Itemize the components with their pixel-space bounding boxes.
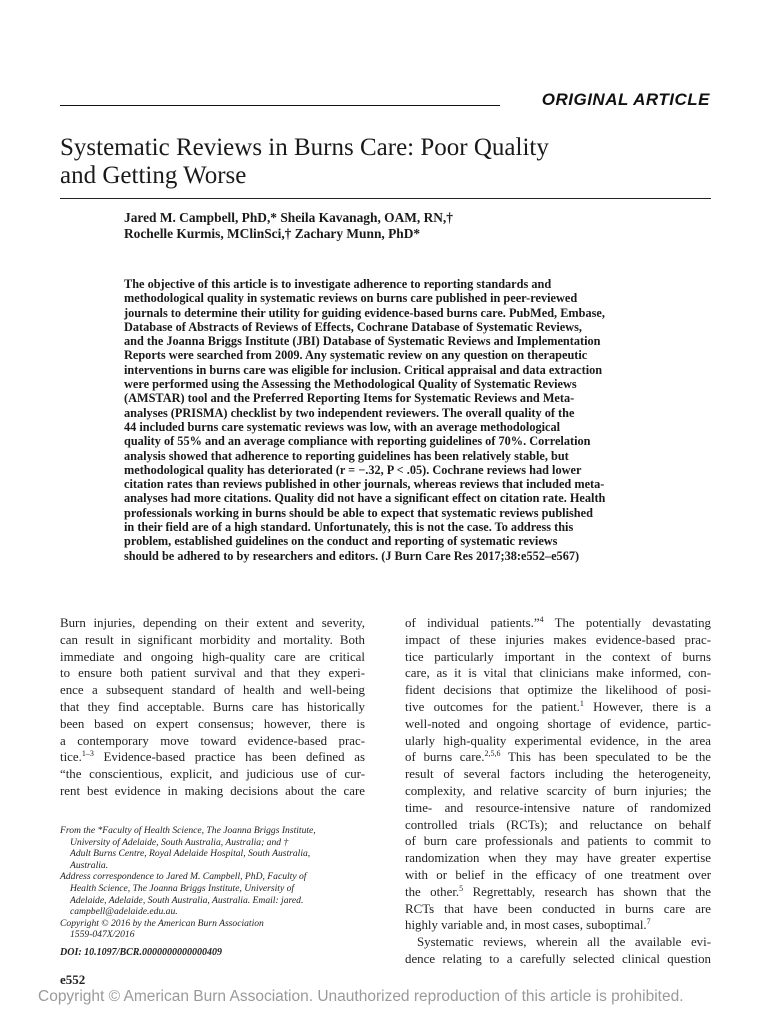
affiliation-line: Address correspondence to Jared M. Campbell, PhD, Faculty of bbox=[60, 871, 307, 883]
body-line: been based on expert consensus; however, there is bbox=[60, 716, 365, 731]
body-line: Burn injuries, depending on their extent and severity, bbox=[60, 616, 365, 630]
citation-ref: 2,5,6 bbox=[484, 749, 501, 759]
citation-ref: 1–3 bbox=[81, 749, 94, 759]
body-line: tice.$^{1-3}$ Evidence-based practice has been defined as bbox=[60, 749, 365, 765]
citation-ref: 1 bbox=[579, 698, 584, 708]
affiliation-line: Adelaide, Adelaide, South Australia, Australia. Email: jared. bbox=[70, 894, 304, 906]
affiliation-line: Health Science, The Joanna Briggs Institute, University of bbox=[70, 882, 295, 894]
abstract-line: methodological quality has deteriorated (r = −.32, P < .05). Cochrane reviews had lower bbox=[124, 462, 582, 477]
article-title bbox=[60, 134, 710, 190]
title-line: Systematic Reviews in Burns Care: Poor Quality bbox=[60, 134, 549, 161]
body-line: randomization when they may have greater expertise bbox=[405, 851, 711, 866]
abstract-line: quality of 55% and an average compliance with reporting guidelines of 70%. Correlation bbox=[124, 434, 591, 449]
citation-ref: 4 bbox=[539, 615, 544, 624]
citation-ref: 5 bbox=[459, 883, 464, 893]
abstract bbox=[124, 277, 644, 563]
body-line: the other.$^5$ Regrettably, research has shown that the bbox=[405, 883, 711, 899]
body-line: impact of these injuries makes evidence-based prac- bbox=[405, 632, 711, 647]
author-line: Jared M. Campbell, PhD,* Sheila Kavanagh, OAM, RN,† bbox=[124, 210, 453, 225]
abstract-line: interventions in burns care was eligible for inclusion. Critical appraisal and data extraction bbox=[124, 362, 603, 377]
body-line: RCTs that have been conducted in burns care are bbox=[405, 901, 711, 916]
abstract-line: journals to determine their utility for guiding evidence-based burns care. PubMed, Embase, bbox=[124, 305, 605, 320]
body-line: tive outcomes for the patient.$^1$ However, there is a bbox=[405, 698, 711, 714]
body-line: of burn care professionals and patients to commit to bbox=[405, 834, 711, 849]
body-line: to ensure both patient survival and that they experi- bbox=[60, 666, 365, 681]
body-line: of burns care.$^{2,5,6}$ This has been speculated to be the bbox=[405, 749, 711, 765]
copyright-watermark: Copyright © American Burn Association. Unauthorized reproduction of this article is prohibited. bbox=[38, 988, 684, 1005]
body-line: well-noted and ongoing shortage of evidence, partic- bbox=[405, 716, 711, 731]
title-line: and Getting Worse bbox=[60, 162, 247, 189]
body-line: tice particularly important in the context of burns bbox=[405, 649, 711, 664]
doi: DOI: 10.1097/BCR.0000000000000409 bbox=[60, 947, 222, 958]
abstract-line: problem, established guidelines on the conduct and reporting of systematic reviews bbox=[124, 534, 558, 549]
body-line: dence relating to a carefully selected clinical question bbox=[405, 951, 711, 966]
body-line: of individual patients.”$^4$ The potentially devastating bbox=[405, 615, 711, 630]
affiliation-line: Australia. bbox=[70, 859, 109, 871]
body-line: time- and resource-intensive nature of randomized bbox=[405, 800, 711, 815]
body-column-right bbox=[405, 615, 711, 968]
abstract-line: methodological quality in systematic reviews on burns care published in peer-reviewed bbox=[124, 291, 578, 306]
author-list bbox=[124, 210, 684, 242]
abstract-line: 44 included burns care systematic reviews was low, with an average methodological bbox=[124, 419, 561, 434]
affiliation-line: 1559-047X/2016 bbox=[70, 929, 135, 941]
affiliation-footnote bbox=[60, 825, 370, 941]
body-line: with or belief in the efficacy of one treatment over bbox=[405, 867, 711, 882]
abstract-line: should be adhered to by researchers and editors. (J Burn Care Res 2017;38:e552–e567) bbox=[124, 548, 580, 563]
abstract-line: and the Joanna Briggs Institute (JBI) Database of Systematic Reviews and Implementation bbox=[124, 334, 601, 349]
section-header-rule bbox=[60, 105, 500, 106]
body-line: ence a subsequent standard of health and well-being bbox=[60, 683, 365, 698]
section-label: ORIGINAL ARTICLE bbox=[541, 90, 710, 109]
affiliation-line: campbell@adelaide.edu.au. bbox=[70, 906, 178, 918]
abstract-line: analysis showed that adherence to reporting guidelines has been relatively stable, but bbox=[124, 448, 569, 463]
body-line: fident decisions that optimize the likelihood of posi- bbox=[405, 683, 711, 698]
citation-ref: 7 bbox=[646, 917, 651, 927]
abstract-line: analyses had more citations. Quality did not have a significant effect on citation rate. Health bbox=[124, 491, 606, 506]
abstract-line: (AMSTAR) tool and the Preferred Reporting Items for Systematic Reviews and Meta- bbox=[124, 391, 575, 406]
abstract-line: citation rates than reviews published in other journals, whereas reviews that included meta- bbox=[124, 477, 605, 492]
body-line: immediate and ongoing high-quality care are critical bbox=[60, 649, 365, 664]
body-line: rent best evidence in making decisions about the care bbox=[60, 783, 365, 798]
abstract-line: professionals working in burns should be able to expect that systematic reviews published bbox=[124, 505, 593, 520]
body-line: that they find acceptable. Burns care has historically bbox=[60, 699, 365, 714]
affiliation-line: University of Adelaide, South Australia, Australia; and † bbox=[70, 836, 289, 848]
body-line: highly variable and, in most cases, suboptimal.$^7$ bbox=[405, 917, 651, 933]
body-line: care, as it is vital that clinicians make informed, con- bbox=[405, 666, 711, 681]
body-line: complexity, and relative scarcity of burn injuries; the bbox=[405, 783, 711, 798]
title-divider bbox=[60, 198, 711, 199]
body-line: ularly high-quality experimental evidence, in the area bbox=[405, 733, 711, 748]
affiliation-line: Adult Burns Centre, Royal Adelaide Hospital, South Australia, bbox=[70, 848, 311, 860]
abstract-line: analyses (PRISMA) checklist by two independent reviewers. The overall quality of the bbox=[124, 405, 575, 420]
abstract-line: The objective of this article is to investigate adherence to reporting standards and bbox=[124, 277, 552, 291]
body-line: result of several factors including the heterogeneity, bbox=[405, 767, 711, 782]
body-column-left bbox=[60, 615, 365, 800]
body-line: “the conscientious, explicit, and judicious use of cur- bbox=[60, 767, 365, 782]
body-line: can result in significant morbidity and mortality. Both bbox=[60, 632, 365, 647]
body-line: controlled trials (RCTs); and reluctance on behalf bbox=[405, 817, 711, 832]
abstract-line: were performed using the Assessing the Methodological Quality of Systematic Reviews bbox=[124, 377, 577, 392]
affiliation-line: From the *Faculty of Health Science, The Joanna Briggs Institute, bbox=[60, 825, 316, 836]
body-line: a contemporary move toward evidence-based prac- bbox=[60, 733, 365, 748]
abstract-line: Database of Abstracts of Reviews of Effects, Cochrane Database of Systematic Reviews, bbox=[124, 319, 582, 334]
affiliation-line: Copyright © 2016 by the American Burn Association bbox=[60, 917, 264, 929]
page-number: e552 bbox=[60, 972, 86, 987]
author-line: Rochelle Kurmis, MClinSci,† Zachary Munn, PhD* bbox=[124, 226, 421, 241]
body-line: Systematic reviews, wherein all the available evi- bbox=[417, 935, 711, 950]
abstract-line: in their field are of a high standard. Unfortunately, this is not the case. To address this bbox=[124, 520, 574, 535]
abstract-line: Reports were searched from 2009. Any systematic review on any question on therapeutic bbox=[124, 348, 588, 363]
